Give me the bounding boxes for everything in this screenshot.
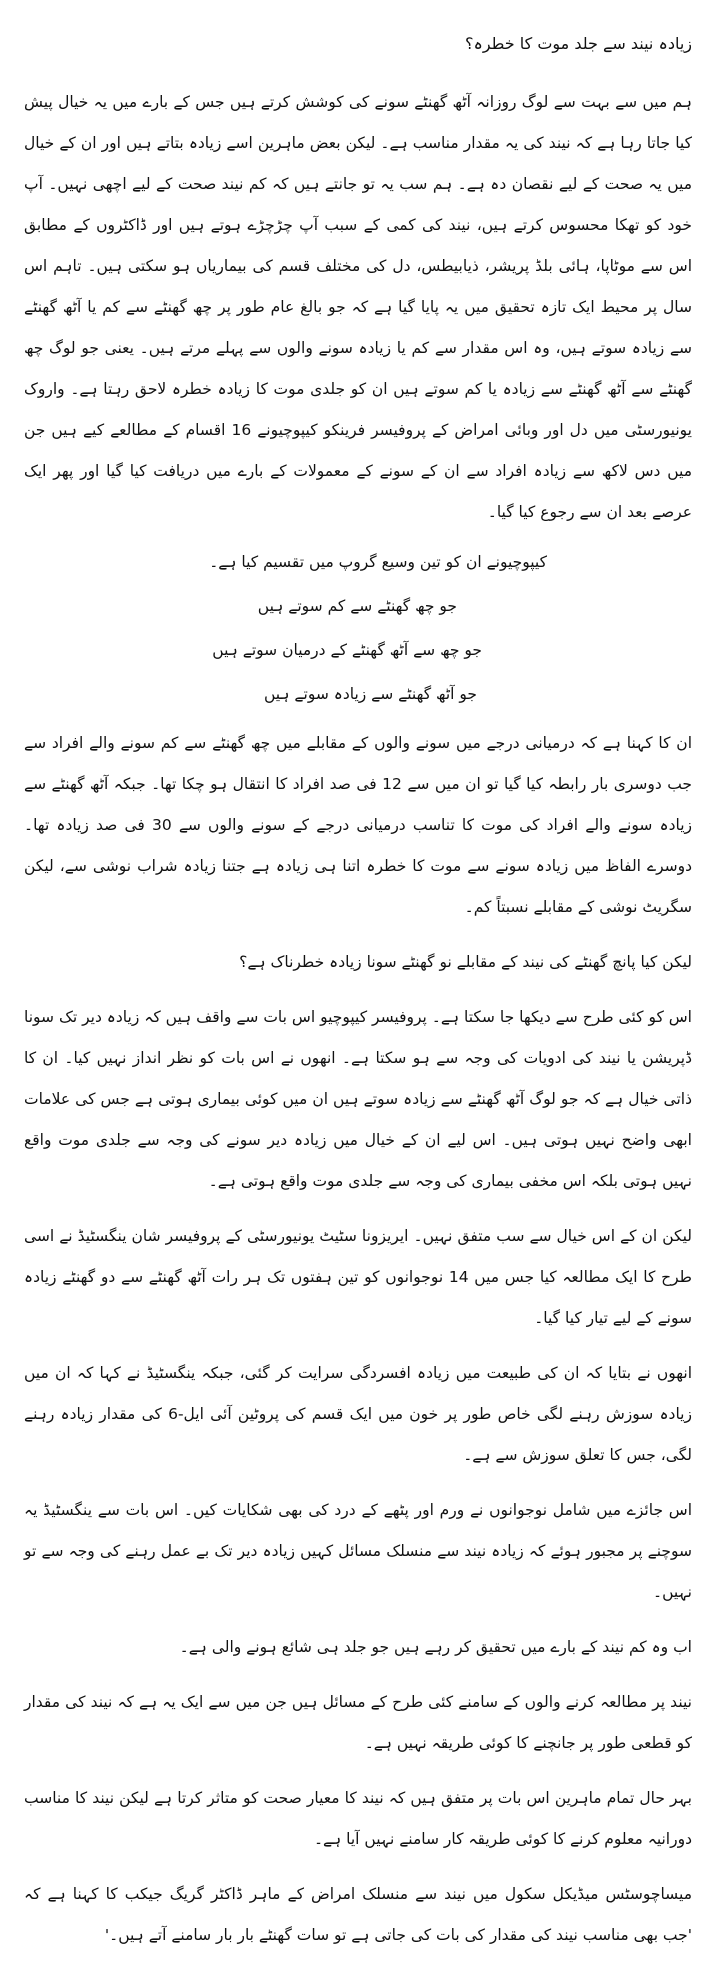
article-subheading: لیکن کیا پانچ گھنٹے کی نیند کے مقابلے نو گھنٹے سونا زیادہ خطرناک ہے؟ [239, 953, 692, 971]
article-paragraph: اس کو کئی طرح سے دیکھا جا سکتا ہے۔ پروفیسر کیپوچیو اس بات سے واقف ہیں کہ زیادہ دیر تک سونا ڈپریشن یا نیند کی ادویات کی وجہ سے ہو سکتا ہے۔ انھوں نے اس بات کو نظر انداز نہیں کیا۔ ان کا ذاتی خیال ہے کہ جو لوگ آٹھ گھنٹے سے زیادہ سوتے ہیں ان میں کوئی بیماری ہوتی ہے جس کی علامات ابھی واضح نہیں ہوتی ہیں۔ اس لیے ان کے خیال میں زیادہ دیر سونے کی وجہ سے جلدی موت واقع نہیں ہوتی بلکہ اس مخفی بیماری کی وجہ سے جلدی موت واقع ہوتی ہے۔ [24, 1008, 692, 1190]
article-paragraph: ان کا کہنا ہے کہ درمیانی درجے میں سونے والوں کے مقابلے میں چھ گھنٹے سے کم سونے والے افراد سے جب دوسری بار رابطہ کیا گیا تو ان میں سے 12 فی صد افراد کا انتقال ہو چکا تھا۔ جبکہ آٹھ گھنٹے سے زیادہ سونے والے افراد کی موت کا تناسب درمیانی درجے کے سونے والوں سے 30 فی صد زیادہ تھا۔ دوسرے الفاظ میں زیادہ سونے سے موت کا خطرہ اتنا ہی زیادہ ہے جتنا زیادہ شراب نوشی سے، لیکن سگریٹ نوشی کے مقابلے نسبتاً کم۔ [24, 734, 692, 916]
article-title: زیادہ نیند سے جلد موت کا خطرہ؟ [464, 34, 692, 53]
sleep-groups-list [24, 547, 692, 709]
list-item: کیپوچیونے ان کو تین وسیع گروپ میں تقسیم کیا ہے۔ [209, 553, 547, 571]
article-paragraph: اس جائزے میں شامل نوجوانوں نے ورم اور پٹھے کے درد کی بھی شکایات کیں۔ اس بات سے ینگسٹیڈ یہ سوچنے پر مجبور ہوئے کہ زیادہ نیند سے منسلک مسائل کہیں زیادہ دیر تک بے عمل رہنے کی وجہ سے تو نہیں۔ [24, 1501, 692, 1601]
list-item: جو چھ سے آٹھ گھنٹے کے درمیان سوتے ہیں [212, 641, 482, 659]
article-paragraph: ہم میں سے بہت سے لوگ روزانہ آٹھ گھنٹے سونے کی کوشش کرتے ہیں جس کے بارے میں یہ خیال پیش کیا جاتا رہا ہے کہ نیند کی یہ مقدار مناسب ہے۔ لیکن بعض ماہرین اسے زیادہ بتاتے ہیں اور ان کے خیال میں یہ صحت کے لیے نقصان دہ ہے۔ ہم سب یہ تو جانتے ہیں کہ کم نیند صحت کے لیے اچھی نہیں۔ آپ خود کو تھکا محسوس کرتے ہیں، نیند کی کمی کے سبب آپ چڑچڑے ہوتے ہیں اور ڈاکٹروں کے مطابق اس سے موٹاپا، ہائی بلڈ پریشر، ذیابیطس، دل کی مختلف قسم کی بیماریاں ہو سکتی ہیں۔ تاہم اس سال پر محیط ایک تازہ تحقیق میں یہ پایا گیا ہے کہ جو بالغ عام طور پر چھ گھنٹے سے کم یا آٹھ گھنٹے سے زیادہ سوتے ہیں، وہ اس مقدار سے کم یا زیادہ سونے والوں سے پہلے مرتے ہیں۔ یعنی جو لوگ چھ گھنٹے سے آٹھ گھنٹے سے زیادہ یا کم سوتے ہیں ان کو جلدی موت کا زیادہ خطرہ لاحق رہتا ہے۔ واروک یونیورسٹی میں دل اور وبائی امراض کے پروفیسر فرینکو کیپوچیونے 16 اقسام کے مطالعے کیے ہیں جن میں دس لاکھ سے زیادہ افراد سے ان کے سونے کے معمولات کے بارے میں دریافت کیا گیا اور پھر ایک عرصے بعد ان سے رجوع کیا گیا۔ [24, 93, 692, 521]
article-paragraph: نیند پر مطالعہ کرنے والوں کے سامنے کئی طرح کے مسائل ہیں جن میں سے ایک یہ ہے کہ نیند کی مقدار کو قطعی طور پر جانچنے کا کوئی طریقہ نہیں ہے۔ [24, 1693, 692, 1752]
article-paragraph: میساچوسٹس میڈیکل سکول میں نیند سے منسلک امراض کے ماہر ڈاکٹر گریگ جیکب کا کہنا ہے کہ 'جب بھی مناسب نیند کی مقدار کی بات کی جاتی ہے تو سات گھنٹے بار بار سامنے آتے ہیں۔' [24, 1885, 692, 1944]
list-item: جو چھ گھنٹے سے کم سوتے ہیں [257, 597, 457, 615]
list-item: جو آٹھ گھنٹے سے زیادہ سوتے ہیں [263, 685, 477, 703]
article-paragraph: اب وہ کم نیند کے بارے میں تحقیق کر رہے ہیں جو جلد ہی شائع ہونے والی ہے۔ [179, 1638, 692, 1656]
article-paragraph: بہر حال تمام ماہرین اس بات پر متفق ہیں کہ نیند کا معیار صحت کو متاثر کرتا ہے لیکن نیند کا مناسب دورانیہ معلوم کرنے کا کوئی طریقہ کار سامنے نہیں آیا ہے۔ [24, 1789, 692, 1848]
article-paragraph: لیکن ان کے اس خیال سے سب متفق نہیں۔ ایریزونا سٹیٹ یونیورسٹی کے پروفیسر شان ینگسٹیڈ نے اسی طرح کا ایک مطالعہ کیا جس میں 14 نوجوانوں کو تین ہفتوں تک ہر رات آٹھ گھنٹے سے دو گھنٹے زیادہ سونے کے لیے تیار کیا گیا۔ [24, 1227, 692, 1327]
article-paragraph: انھوں نے بتایا کہ ان کی طبیعت میں زیادہ افسردگی سرایت کر گئی، جبکہ ینگسٹیڈ نے کہا کہ ان میں زیادہ سوزش رہنے لگی خاص طور پر خون میں ایک قسم کی پروٹین آئی ایل-6 کی مقدار زیادہ رہنے لگی، جس کا تعلق سوزش سے ہے۔ [24, 1364, 692, 1464]
article [24, 18, 692, 1962]
